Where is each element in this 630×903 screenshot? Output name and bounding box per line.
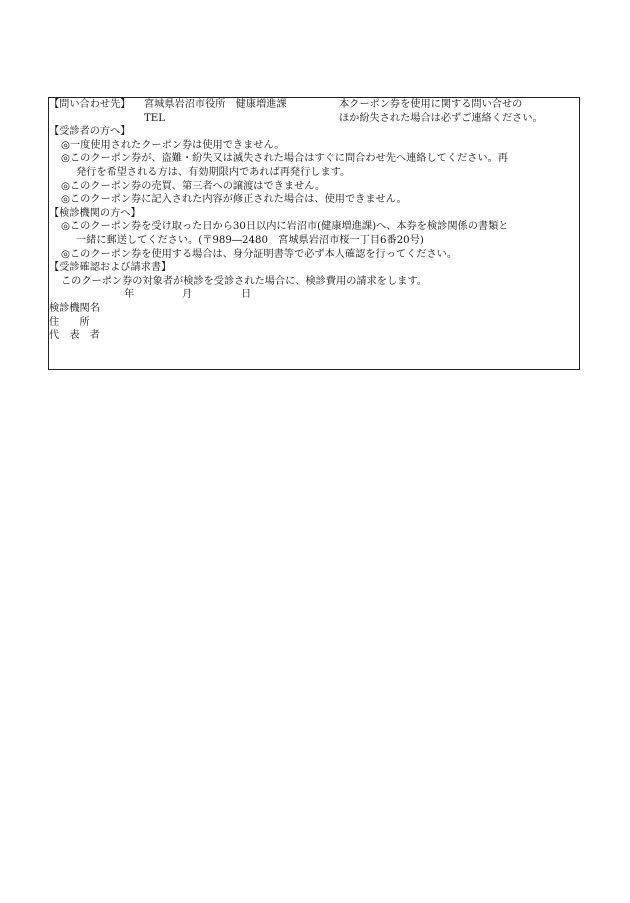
contact-notice-line2: ほか紛失された場合は必ずご連絡ください。 (339, 112, 543, 124)
recipient-item-lost: ◎このクーポン券が、盗難・紛失又は滅失された場合はすぐに問合わせ先へ連絡してください。再 (61, 153, 508, 165)
contact-office: 宮城県岩沼市役所 健康増進課 (144, 99, 287, 110)
institution-heading: 【検診機関の方へ】 (49, 207, 141, 219)
contact-notice-line1: 本クーポン券を使用に関する問い合せの (339, 99, 523, 110)
recipient-item-single-use: ◎一度使用されたクーポン券は使用できません。 (61, 139, 285, 151)
contact-heading: 【問い合わせ先】 (49, 99, 131, 110)
claim-date-day: 日 (241, 289, 252, 301)
claim-field-representative: 代 表 者 (49, 330, 100, 342)
institution-item-mail: ◎このクーポン券を受け取った日から30日以内に岩沼市(健康増進課)へ、本券を検診関係の書類と (61, 221, 509, 233)
recipient-item-no-transfer: ◎このクーポン券の売買、第三者への譲渡はできません。 (61, 180, 326, 192)
coupon-info-box (48, 97, 580, 370)
claim-field-institution: 検診機関名 (49, 303, 100, 314)
claim-field-address: 住 所 (49, 316, 90, 328)
claim-date-month: 月 (182, 289, 193, 301)
contact-tel: TEL (144, 112, 165, 124)
claim-text: このクーポン券の対象者が検診を受診された場合に、検診費用の請求をします。 (61, 275, 427, 287)
claim-heading: 【受診確認および請求書】 (49, 262, 172, 274)
institution-item-id-check: ◎このクーポン券を使用する場合は、身分証明書等で必ず本人確認を行ってください。 (61, 248, 458, 260)
recipient-item-no-modification: ◎このクーポン券に記入された内容が修正された場合は、使用できません。 (61, 194, 407, 206)
recipient-item-reissue: 発行を希望される方は、有効期限内であれば再発行します。 (76, 167, 351, 178)
institution-item-address: 一緒に郵送してください。(〒989―2480 宮城県岩沼市桜一丁目6番20号) (76, 235, 424, 246)
claim-date-year: 年 (124, 289, 135, 301)
recipient-heading: 【受診者の方へ】 (49, 126, 131, 138)
